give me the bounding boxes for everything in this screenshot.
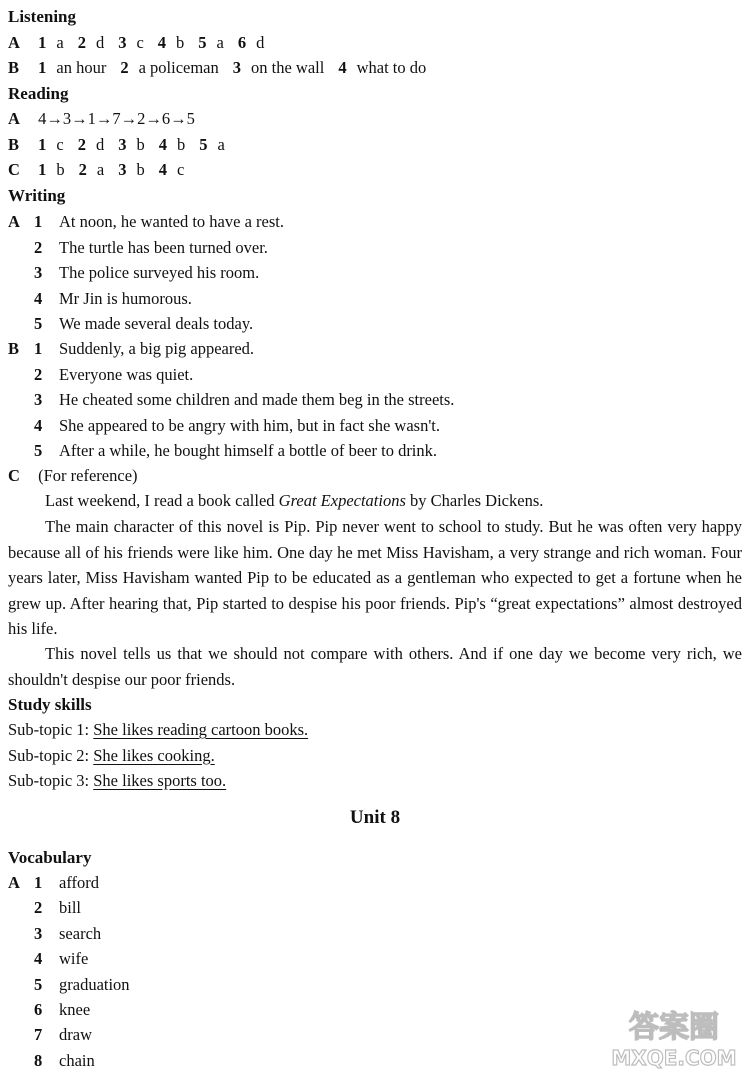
answer-item xyxy=(198,33,224,52)
section-label: B xyxy=(8,135,20,154)
item-text: Mr Jin is humorous. xyxy=(59,288,192,308)
answer-number: 3 xyxy=(118,135,127,154)
item-text: draw xyxy=(59,1025,92,1045)
answer-item xyxy=(233,58,325,77)
item-text: We made several deals today. xyxy=(59,314,254,333)
answer-value: d xyxy=(256,33,265,52)
item-text: bill xyxy=(59,898,82,918)
writing-c-row xyxy=(8,463,744,489)
item-text: She appeared to be angry with him, but in fact she wasn't. xyxy=(59,415,440,435)
unit-title: Unit 8 xyxy=(349,807,401,828)
answer-value: an hour xyxy=(56,58,107,77)
answer-number: 3 xyxy=(118,33,127,52)
answer-value: what to do xyxy=(356,58,427,77)
reading-c-row xyxy=(8,157,744,183)
study-skills-heading: Study skills xyxy=(8,695,92,714)
answer-number: 4 xyxy=(157,33,167,52)
answer-item xyxy=(38,33,64,52)
sub-topic-label: Sub-topic 2: xyxy=(8,745,94,765)
answer-item xyxy=(159,160,185,179)
writing-a-item xyxy=(8,209,744,235)
answer-item xyxy=(158,33,185,52)
study-skills-item xyxy=(8,717,744,743)
answer-value: a xyxy=(56,33,64,52)
answer-value: a policeman xyxy=(138,58,219,77)
listening-b-row xyxy=(8,55,744,81)
item-text: Everyone was quiet. xyxy=(59,364,194,384)
item-number: 3 xyxy=(34,390,43,409)
item-number: 4 xyxy=(34,949,43,969)
answer-value: d xyxy=(95,135,105,154)
section-label: C xyxy=(8,160,20,179)
reading-heading: Reading xyxy=(8,84,69,103)
sub-topic-answer: She likes sports too. xyxy=(93,771,227,790)
answer-item xyxy=(78,135,105,154)
writing-heading: Writing xyxy=(8,186,66,205)
answer-item xyxy=(78,33,105,52)
answer-item xyxy=(118,160,145,179)
item-text: He cheated some children and made them beg in the streets. xyxy=(59,390,455,409)
answer-item xyxy=(238,33,265,52)
section-label: A xyxy=(8,109,20,128)
listening-heading: Listening xyxy=(8,7,77,26)
sub-topic-label: Sub-topic 3: xyxy=(8,771,94,790)
section-label: C xyxy=(8,466,20,485)
answer-number: 2 xyxy=(77,135,86,154)
answer-number: 1 xyxy=(38,58,47,77)
item-number: 2 xyxy=(34,364,43,384)
item-number: 4 xyxy=(34,415,43,435)
answer-value: b xyxy=(176,135,186,154)
study-skills-item xyxy=(8,768,744,794)
answer-value: c xyxy=(136,33,144,52)
item-number: 1 xyxy=(34,873,43,892)
section-label: B xyxy=(8,339,20,358)
writing-b-item xyxy=(8,362,744,388)
sub-topic-label: Sub-topic 1: xyxy=(8,720,94,739)
writing-a-item xyxy=(8,260,744,286)
book-title: Great Expectations xyxy=(278,491,406,510)
answer-number: 2 xyxy=(77,33,86,52)
item-number: 3 xyxy=(34,923,43,943)
answer-value: on the wall xyxy=(251,58,325,77)
item-number: 2 xyxy=(34,898,43,918)
item-number: 8 xyxy=(34,1050,43,1070)
writing-a-item xyxy=(8,235,744,261)
item-number: 3 xyxy=(34,263,43,282)
answer-number: 4 xyxy=(158,135,167,154)
item-number: 1 xyxy=(34,339,43,358)
item-text: search xyxy=(59,923,102,943)
answer-value: c xyxy=(56,135,64,154)
item-number: 5 xyxy=(34,974,43,994)
answer-item xyxy=(118,33,144,52)
answer-number: 3 xyxy=(232,58,241,77)
writing-b-item xyxy=(8,387,744,413)
answer-item xyxy=(118,135,145,154)
item-number: 6 xyxy=(34,1000,43,1019)
answer-number: 2 xyxy=(78,160,87,179)
item-text: The police surveyed his room. xyxy=(59,263,260,282)
sub-topic-answer: She likes reading cartoon books. xyxy=(93,720,309,739)
reading-a-row xyxy=(8,106,744,132)
essay-paragraph-3: This novel tells us that we should not compare with others. And if one day we become very rich, we shouldn't despise our poor friends. xyxy=(8,644,742,689)
order-sequence: 4→3→1→7→2→6→5 xyxy=(38,109,195,128)
answer-item xyxy=(38,160,65,179)
writing-a-item xyxy=(8,286,744,312)
answer-value: b xyxy=(176,33,185,52)
item-number: 5 xyxy=(34,314,43,333)
answer-list xyxy=(38,135,239,154)
item-text: knee xyxy=(59,1000,91,1019)
answer-number: 6 xyxy=(237,33,247,52)
answer-number: 4 xyxy=(338,58,347,77)
answer-number: 5 xyxy=(199,135,208,154)
item-text: chain xyxy=(59,1050,95,1070)
answer-list xyxy=(38,33,278,52)
vocabulary-heading: Vocabulary xyxy=(8,848,92,867)
writing-a-item xyxy=(8,311,744,337)
answer-number: 3 xyxy=(118,160,127,179)
answer-item xyxy=(338,58,426,77)
item-text: graduation xyxy=(59,974,130,994)
essay-paragraph-2: The main character of this novel is Pip. Pip never went to school to study. But he was often very happy because all of his friends were like him. One day he met Miss Havisham, a very strange and rich woman. Four years later, Miss Havisham wanted Pip to be educated as a gentleman who expected to get a fortune when he grew up. After hearing that, Pip started to despise his poor friends. Pip's “great expectations” almost destroyed his life. xyxy=(8,517,742,638)
writing-b-item xyxy=(8,413,744,439)
vocabulary-item xyxy=(8,946,744,972)
section-label: A xyxy=(8,873,20,892)
listening-a-row xyxy=(8,30,744,56)
item-text: Suddenly, a big pig appeared. xyxy=(59,339,255,358)
answer-value: c xyxy=(176,160,185,179)
answer-value: b xyxy=(136,135,145,154)
essay-paragraph-1 xyxy=(8,488,744,514)
section-label: A xyxy=(8,212,20,231)
watermark-logo xyxy=(604,1003,744,1073)
item-number: 5 xyxy=(34,441,43,460)
answer-item xyxy=(79,160,105,179)
watermark-text: 答案圈 xyxy=(629,1010,719,1045)
vocabulary-item xyxy=(8,972,744,998)
essay-text: by Charles Dickens. xyxy=(405,491,544,510)
answer-value: d xyxy=(95,33,105,52)
answer-item xyxy=(38,135,64,154)
sub-topic-answer: She likes cooking. xyxy=(93,745,215,765)
item-text: The turtle has been turned over. xyxy=(59,237,268,257)
answer-item xyxy=(38,58,106,77)
writing-b-item xyxy=(8,438,744,464)
reading-b-row xyxy=(8,132,744,158)
answer-number: 1 xyxy=(38,160,47,179)
item-number: 4 xyxy=(34,288,43,308)
answer-list xyxy=(38,160,198,179)
essay-text: Last weekend, I read a book called xyxy=(45,491,279,510)
answer-number: 4 xyxy=(158,160,167,179)
answer-value: a xyxy=(217,135,225,154)
answer-item xyxy=(120,58,218,77)
answer-item xyxy=(159,135,186,154)
answer-value: b xyxy=(56,160,65,179)
vocabulary-item xyxy=(8,895,744,921)
answer-number: 1 xyxy=(38,135,47,154)
section-label: A xyxy=(8,33,20,52)
study-skills-item xyxy=(8,743,744,769)
section-label: B xyxy=(8,58,20,77)
item-text: afford xyxy=(59,873,100,892)
item-text: wife xyxy=(59,949,89,969)
answer-number: 2 xyxy=(120,58,129,77)
item-number: 7 xyxy=(34,1025,43,1045)
answer-number: 1 xyxy=(38,33,47,52)
answer-value: a xyxy=(216,33,224,52)
item-text: At noon, he wanted to have a rest. xyxy=(59,212,284,231)
item-number: 1 xyxy=(34,212,43,231)
writing-b-item xyxy=(8,336,744,362)
answer-value: a xyxy=(96,160,105,179)
answer-number: 5 xyxy=(198,33,207,52)
item-text: After a while, he bought himself a bottle of beer to drink. xyxy=(59,441,438,460)
answer-value: b xyxy=(136,160,145,179)
watermark-url: MXQE.COM xyxy=(611,1046,737,1070)
reference-note: (For reference) xyxy=(38,466,138,485)
vocabulary-item xyxy=(8,870,744,896)
vocabulary-item xyxy=(8,921,744,947)
answer-item xyxy=(199,135,225,154)
answer-list xyxy=(38,58,440,77)
item-number: 2 xyxy=(34,237,43,257)
